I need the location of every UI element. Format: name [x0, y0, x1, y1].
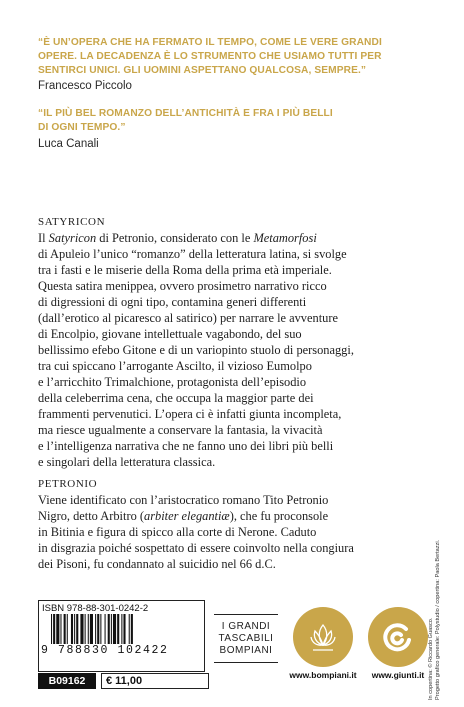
bompiani-logo-icon	[293, 607, 353, 667]
credit-line: Progetto grafico generale: Polystudio / copertina: Paola Bertazzi.	[435, 539, 441, 700]
quote-piccolo	[38, 36, 438, 78]
satyricon-lead-1: Il	[38, 231, 49, 245]
body-line: tra cui spiccano l’arrogante Ascilto, il vizioso Eumolpo	[38, 359, 312, 373]
series-rule-top	[214, 614, 278, 615]
quote-canali	[38, 107, 438, 135]
satyricon-title-word: Satyricon	[48, 231, 97, 245]
isbn-label: ISBN 978-88-301-0242-2	[42, 603, 149, 614]
body-line: tra i fasti e le miserie della Roma della prima età imperiale.	[38, 263, 332, 277]
quote-author-canali: Luca Canali	[38, 138, 99, 150]
cover-credits	[428, 540, 442, 700]
body-line: e singolari della letteratura classica.	[38, 455, 216, 469]
credit-line: In copertina: © Riccardo Guasco.	[428, 617, 434, 700]
section-body	[38, 230, 444, 470]
body-line: in Bitinia e figura di spicco alla corte di Nerone. Caduto	[38, 525, 317, 539]
metamorfosi-word: Metamorfosi	[253, 231, 317, 245]
quote-line: “IL PIÙ BEL ROMANZO DELL’ANTICHITÀ E FRA I PIÙ BELLI	[38, 108, 333, 119]
body-line: di Apuleio l’unico “romanzo” della letteratura latina, si svolge	[38, 247, 347, 261]
quote-author-piccolo: Francesco Piccolo	[38, 80, 132, 92]
section-title: SATYRICON	[38, 216, 106, 228]
section-petronio	[38, 476, 444, 572]
giunti-logo-icon	[368, 607, 428, 667]
quote-line: DI OGNI TEMPO.”	[38, 122, 126, 133]
quote-line: OPERE. LA DECADENZA È LO STRUMENTO CHE USIAMO TUTTI PER	[38, 51, 382, 62]
body-line: bellissimo efebo Gitone e di un variopinto stuolo di personaggi,	[38, 343, 354, 357]
body-line: e l’arricchito Trimalchione, protagonista dell’episodio	[38, 375, 307, 389]
body-line: Questa satira menippea, ovvero prosimetro narrativo ricco	[38, 279, 327, 293]
body-line: Viene identificato con l’aristocratico romano Tito Petronio	[38, 493, 329, 507]
giunti-url: www.giunti.it	[371, 670, 425, 680]
lotus-icon	[293, 607, 353, 667]
arbiter-phrase: arbiter elegantiæ	[144, 509, 230, 523]
section-title: PETRONIO	[38, 478, 98, 490]
series-line: BOMPIANI	[219, 645, 273, 656]
section-satyricon	[38, 214, 444, 470]
quote-line: SENTIRCI UNICI. GLI UOMINI ASPETTANO QUALCOSA, SEMPRE.”	[38, 65, 367, 76]
body-line: ma riesce ugualmente a conservare la fantasia, la vivacità	[38, 423, 323, 437]
series-rule-bottom	[214, 662, 278, 663]
petronio-line2-a: Nigro, detto Arbitro (	[38, 509, 144, 523]
series-line: TASCABILI	[218, 633, 274, 644]
bompiani-url: www.bompiani.it	[289, 670, 357, 680]
section-body	[38, 492, 444, 572]
body-line: dei Pisoni, fu condannato al suicidio nel 66 d.C.	[38, 557, 276, 571]
body-line: di Encolpio, giovane intellettuale vagabondo, del suo	[38, 327, 302, 341]
body-line: e l’intelligenza narrativa che ne fanno uno dei libri più belli	[38, 439, 334, 453]
body-line: di digressioni di ogni tipo, contamina generi differenti	[38, 295, 307, 309]
spiral-icon	[368, 607, 428, 667]
quote-line: “È UN’OPERA CHE HA FERMATO IL TEMPO, COME LE VERE GRANDI	[38, 37, 382, 48]
body-line: frammenti pervenutici. L’opera ci è infatti giunta incompleta,	[38, 407, 342, 421]
satyricon-lead-2: di Petronio, considerato con le	[96, 231, 254, 245]
body-line	[38, 508, 444, 524]
petronio-line2-b: ), che fu proconsole	[229, 509, 329, 523]
body-line: (dall’erotico al picaresco al satirico) per narrare le avventure	[38, 311, 338, 325]
body-line: della celeberrima cena, che occupa la maggior parte dei	[38, 391, 314, 405]
body-line	[38, 230, 444, 246]
series-name	[214, 621, 278, 657]
product-code: B09162	[38, 673, 96, 689]
series-line: I GRANDI	[221, 621, 271, 632]
price-label: € 11,00	[101, 673, 209, 689]
barcode-icon	[51, 614, 199, 646]
code-price-row	[38, 673, 205, 689]
barcode-box	[38, 600, 205, 672]
barcode-number: 9 788830 102422	[41, 644, 169, 657]
body-line: in disgrazia poiché sospettato di essere coinvolto nella congiura	[38, 541, 354, 555]
